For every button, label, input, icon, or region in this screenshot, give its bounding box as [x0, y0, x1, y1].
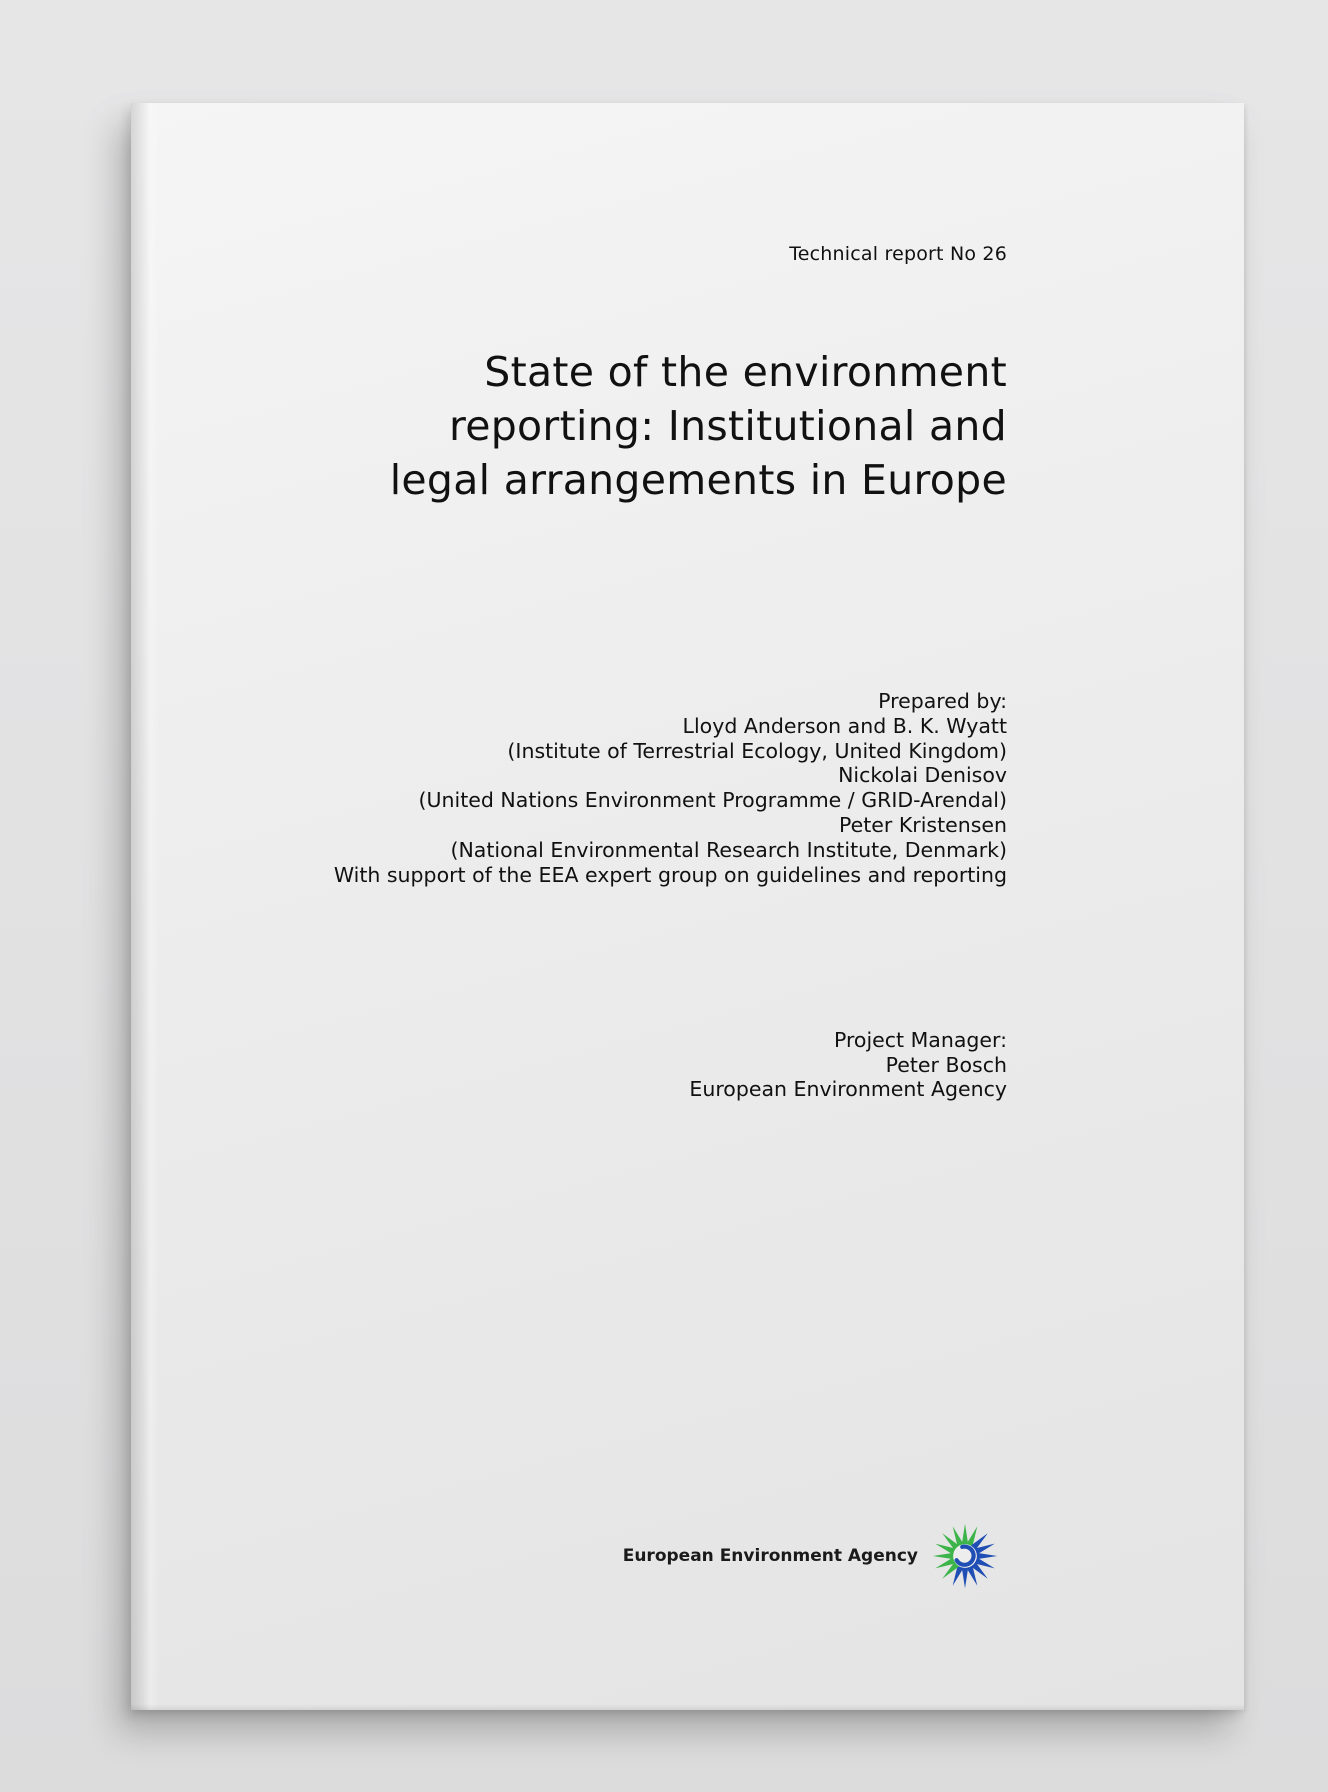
project-manager-name: Peter Bosch — [885, 1052, 1007, 1077]
project-manager-label: Project Manager: — [833, 1028, 1007, 1052]
report-title — [390, 345, 1007, 507]
project-manager-org: European Environment Agency — [689, 1077, 1007, 1101]
title-line: State of the environment — [484, 348, 1007, 396]
footer-brand — [623, 1521, 1000, 1591]
cover-spine-shading — [131, 103, 159, 1710]
prepared-by-section — [334, 689, 1007, 887]
cover-bottom-edge — [131, 1704, 1244, 1710]
support-note: With support of the EEA expert group on guidelines and reporting — [333, 862, 1007, 887]
author-affiliation: (United Nations Environment Programme / GRID-Arendal) — [418, 788, 1007, 813]
project-manager-section — [689, 1028, 1007, 1102]
title-line: legal arrangements in Europe — [389, 456, 1007, 504]
author-line: Peter Kristensen — [838, 812, 1007, 837]
author-line: Lloyd Anderson and B. K. Wyatt — [682, 713, 1007, 738]
report-number: Technical report No 26 — [789, 243, 1007, 265]
prepared-by-label: Prepared by: — [878, 689, 1007, 713]
author-affiliation: (National Environmental Research Institute, Denmark) — [450, 837, 1007, 862]
report-cover — [131, 103, 1244, 1710]
author-affiliation: (Institute of Terrestrial Ecology, United Kingdom) — [507, 738, 1007, 763]
eea-sunburst-logo-icon — [930, 1521, 1000, 1591]
footer-agency-name: European Environment Agency — [622, 1546, 918, 1566]
title-line: reporting: Institutional and — [448, 402, 1007, 450]
author-line: Nickolai Denisov — [838, 763, 1007, 788]
